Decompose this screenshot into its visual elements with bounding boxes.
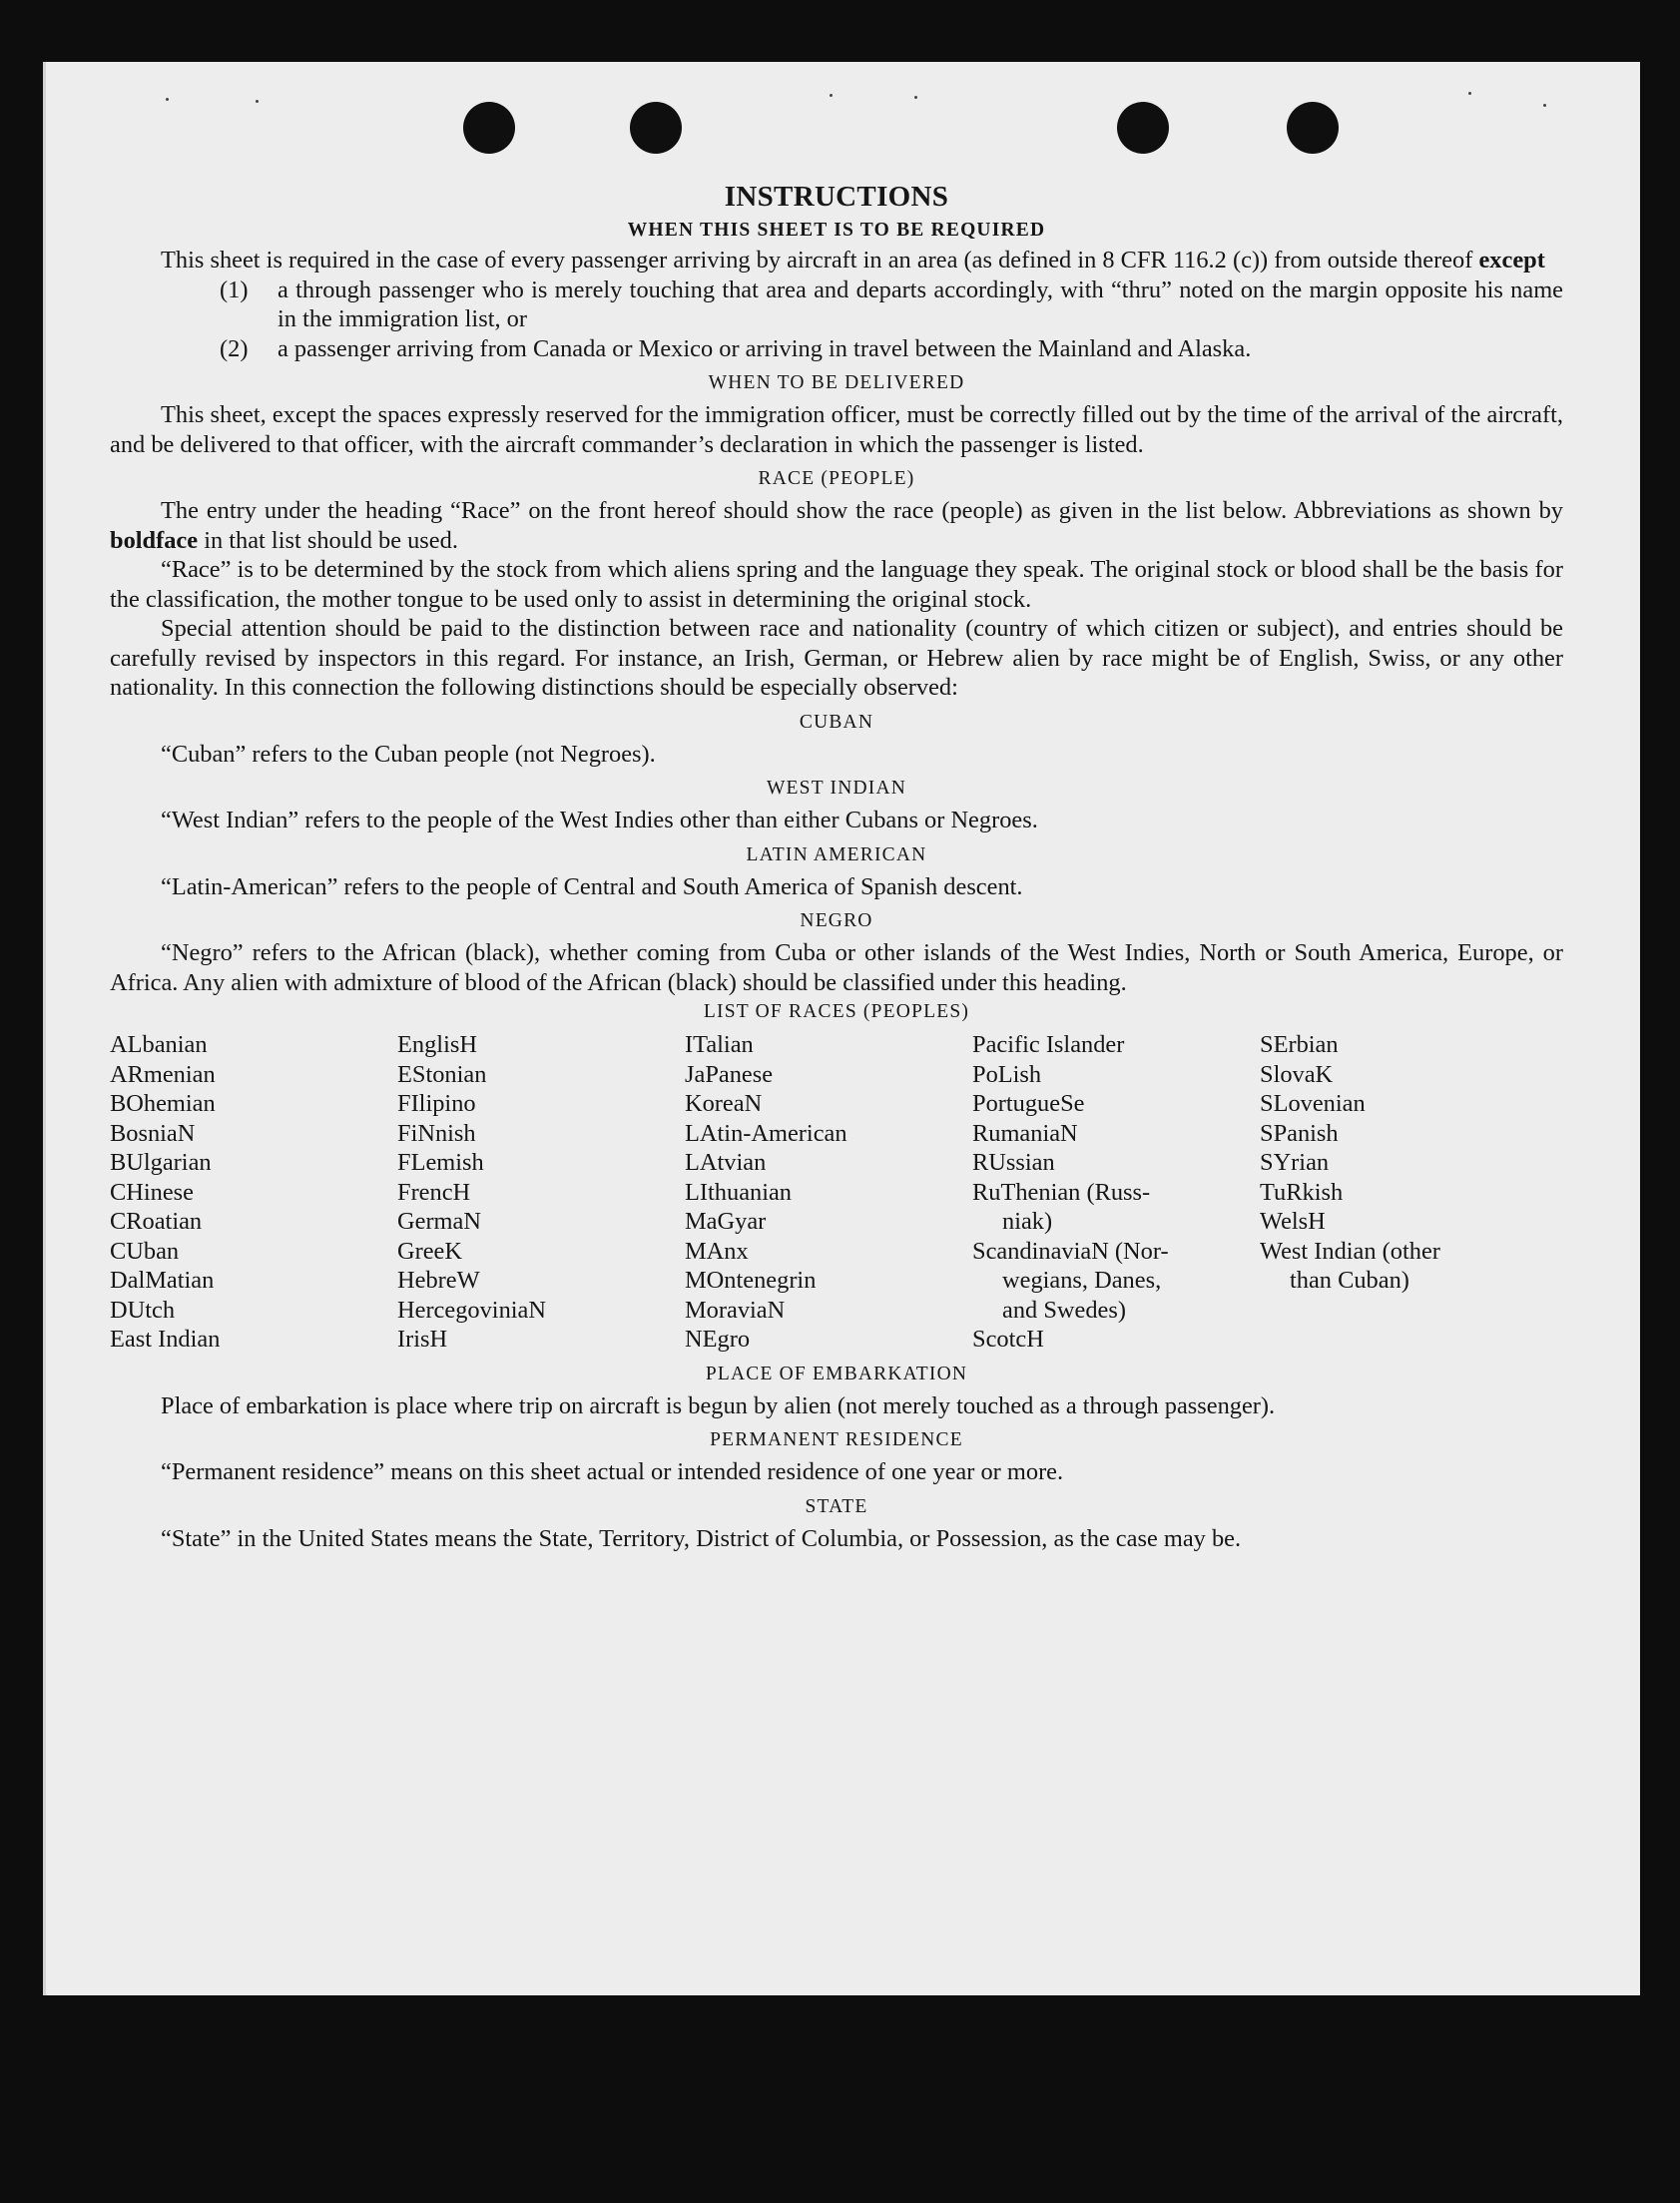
race-entry: FLemish bbox=[397, 1149, 484, 1176]
race-entry: DalMatian bbox=[110, 1267, 215, 1294]
race-entry: LAtin-American bbox=[685, 1119, 847, 1147]
section-heading-state: STATE bbox=[805, 1495, 868, 1517]
paragraph-residence: “Permanent residence” means on this sheet actual or intended residence of one year or more. bbox=[161, 1458, 1064, 1485]
section-heading-required: WHEN THIS SHEET IS TO BE REQUIRED bbox=[627, 220, 1046, 241]
list-item: (1) a through passenger who is merely touching that area and departs accordingly, with “thru” noted on the margin opposite his name in the immigration list, or bbox=[220, 275, 1563, 332]
paragraph-delivered: This sheet, except the spaces expressly reserved for the immigration officer, must be correctly filled out by the time of the arrival of the aircraft, and be delivered to that officer, with the aircraft commander’s declaration in which the passenger is listed. bbox=[110, 401, 1563, 458]
section-heading-west-indian: WEST INDIAN bbox=[766, 778, 907, 799]
race-entry: MoraviaN bbox=[685, 1296, 786, 1324]
section-heading-race: RACE (PEOPLE) bbox=[758, 468, 915, 489]
race-entry: JaPanese bbox=[685, 1060, 774, 1088]
race-entry: West Indian (other bbox=[1260, 1237, 1440, 1265]
race-entry: BUlgarian bbox=[110, 1149, 212, 1176]
race-entry: BosniaN bbox=[110, 1119, 196, 1147]
paper-speck bbox=[914, 96, 917, 99]
races-column bbox=[110, 1030, 397, 1355]
race-entry: SlovaK bbox=[1260, 1060, 1334, 1088]
race-entry: Pacific Islander bbox=[972, 1031, 1125, 1058]
race-entry: EStonian bbox=[397, 1060, 487, 1088]
race-entry: CUban bbox=[110, 1237, 180, 1265]
races-column bbox=[1260, 1030, 1547, 1355]
section-heading-residence: PERMANENT RESIDENCE bbox=[710, 1429, 963, 1450]
race-entry: MaGyar bbox=[685, 1208, 767, 1235]
race-entry: ARmenian bbox=[110, 1060, 216, 1088]
race-entry: BOhemian bbox=[110, 1090, 216, 1117]
race-entry: IrisH bbox=[397, 1326, 448, 1353]
section-heading-negro: NEGRO bbox=[800, 910, 873, 931]
paragraph-cuban: “Cuban” refers to the Cuban people (not Negroes). bbox=[161, 740, 656, 768]
paragraph-west-indian: “West Indian” refers to the people of the West Indies other than either Cubans or Negroes. bbox=[161, 807, 1038, 833]
race-entry: FIlipino bbox=[397, 1090, 476, 1117]
paper-speck bbox=[1543, 104, 1546, 107]
race-entry: CRoatian bbox=[110, 1208, 203, 1235]
races-table bbox=[110, 1030, 1563, 1355]
page-title: INSTRUCTIONS bbox=[724, 181, 949, 213]
race-entry: NEgro bbox=[685, 1326, 751, 1353]
races-column bbox=[397, 1030, 685, 1355]
race-entry: PoLish bbox=[972, 1060, 1042, 1088]
race-entry: FiNnish bbox=[397, 1119, 476, 1147]
race-entry: HebreW bbox=[397, 1267, 480, 1294]
race-entry: GermaN bbox=[397, 1208, 481, 1235]
race-entry: than Cuban) bbox=[1290, 1267, 1409, 1294]
paragraph-latin-american: “Latin-American” refers to the people of Central and South America of Spanish descent. bbox=[161, 872, 1023, 900]
paper-speck bbox=[256, 100, 259, 103]
paragraph-embarkation: Place of embarkation is place where trip on aircraft is begun by alien (not merely touched as a through passenger). bbox=[161, 1391, 1276, 1419]
race-entry: TuRkish bbox=[1260, 1178, 1344, 1206]
paragraph-race-1: The entry under the heading “Race” on the front hereof should show the race (people) as given in the list below. Abbreviations as shown by boldface in that list should be used. bbox=[110, 497, 1563, 554]
race-entry: CHinese bbox=[110, 1178, 194, 1206]
race-entry: EnglisH bbox=[397, 1031, 477, 1058]
paper-speck bbox=[830, 94, 833, 97]
races-column bbox=[685, 1030, 972, 1355]
document-sheet bbox=[43, 62, 1640, 1995]
race-entry: LAtvian bbox=[685, 1149, 767, 1176]
paragraph-race-2: “Race” is to be determined by the stock from which aliens spring and the language they speak. The original stock or blood shall be the basis for the classification, the mother tongue to be used only to assist in determining the original stock. bbox=[110, 556, 1563, 613]
paragraph-negro: “Negro” refers to the African (black), whether coming from Cuba or other islands of the West Indies, North or South America, Europe, or Africa. Any alien with admixture of blood of the African (black) should be classified under this heading. bbox=[110, 939, 1563, 996]
punch-hole bbox=[463, 102, 515, 154]
race-entry: PortugueSe bbox=[972, 1090, 1085, 1117]
paragraph-state: “State” in the United States means the State, Territory, District of Columbia, or Possession, as the case may be. bbox=[161, 1524, 1242, 1552]
races-column bbox=[972, 1030, 1260, 1355]
race-entry: SErbian bbox=[1260, 1031, 1339, 1058]
race-entry: GreeK bbox=[397, 1237, 463, 1265]
race-entry: RumaniaN bbox=[972, 1119, 1078, 1147]
race-entry: RuThenian (Russ- bbox=[972, 1178, 1151, 1206]
race-entry: ALbanian bbox=[110, 1031, 208, 1058]
race-entry: and Swedes) bbox=[1002, 1296, 1126, 1324]
race-entry: HercegoviniaN bbox=[397, 1296, 546, 1324]
section-heading-embarkation: PLACE OF EMBARKATION bbox=[705, 1363, 968, 1384]
paper-speck bbox=[1468, 92, 1471, 95]
race-entry: SYrian bbox=[1260, 1149, 1330, 1176]
race-entry: SLovenian bbox=[1260, 1090, 1366, 1117]
section-heading-latin-american: LATIN AMERICAN bbox=[746, 843, 927, 865]
punch-hole bbox=[630, 102, 682, 154]
race-entry: RUssian bbox=[972, 1149, 1055, 1176]
race-entry: LIthuanian bbox=[685, 1178, 793, 1206]
race-entry: FrencH bbox=[397, 1178, 471, 1206]
race-entry: ScotcH bbox=[972, 1326, 1044, 1353]
race-entry: wegians, Danes, bbox=[1002, 1267, 1162, 1294]
list-item: (2) a passenger arriving from Canada or Mexico or arriving in travel between the Mainland and Alaska. bbox=[220, 334, 1252, 362]
instructions-content bbox=[110, 180, 1563, 1553]
race-entry: DUtch bbox=[110, 1296, 176, 1324]
race-entry: ITalian bbox=[685, 1031, 754, 1058]
paragraph-required: This sheet is required in the case of every passenger arriving by aircraft in an area (as defined in 8 CFR 116.2 (c)) from outside thereof except bbox=[161, 247, 1545, 274]
paragraph-race-3: Special attention should be paid to the distinction between race and nationality (country of which citizen or subject), and entries should be carefully revised by inspectors in this regard. For instance, an Irish, German, or Hebrew alien by race might be of English, Swiss, or any other nationality. In this connection the following distinctions should be especially observed: bbox=[110, 615, 1563, 701]
punch-hole bbox=[1117, 102, 1169, 154]
punch-hole bbox=[1287, 102, 1339, 154]
race-entry: MOntenegrin bbox=[685, 1267, 817, 1294]
race-entry: East Indian bbox=[110, 1326, 221, 1353]
section-heading-races-list: LIST OF RACES (PEOPLES) bbox=[703, 1001, 970, 1022]
section-heading-cuban: CUBAN bbox=[799, 711, 874, 733]
section-heading-delivered: WHEN TO BE DELIVERED bbox=[708, 372, 965, 393]
race-entry: MAnx bbox=[685, 1237, 749, 1265]
race-entry: WelsH bbox=[1260, 1208, 1326, 1235]
race-entry: SPanish bbox=[1260, 1119, 1339, 1147]
race-entry: KoreaN bbox=[685, 1090, 763, 1117]
race-entry: ScandinaviaN (Nor- bbox=[972, 1237, 1169, 1265]
paper-speck bbox=[166, 98, 169, 101]
race-entry: niak) bbox=[1002, 1208, 1053, 1235]
